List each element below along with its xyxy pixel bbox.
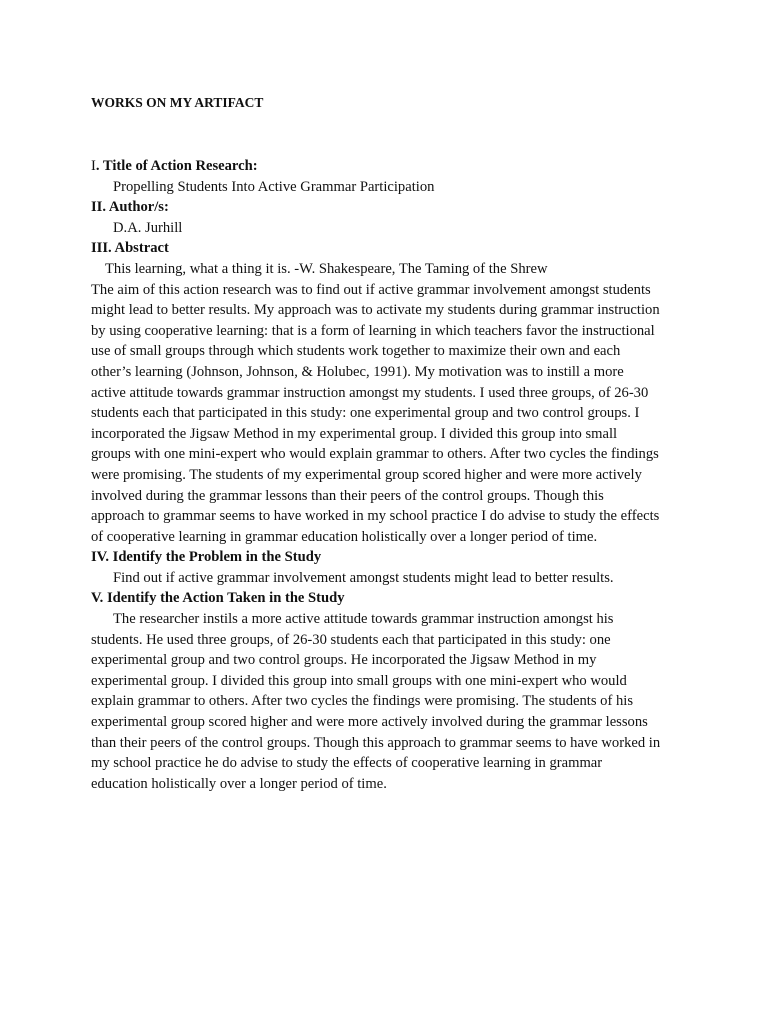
- section-3-heading: III. Abstract: [91, 240, 169, 257]
- section-1-heading-text: . Title of Action Research:: [95, 158, 258, 174]
- section-4-body: Find out if active grammar involvement amongst students might lead to better results.: [113, 569, 614, 586]
- action-paragraph: [91, 609, 681, 794]
- abstract-line: active attitude towards grammar instruction amongst my students. I used three groups, of 26-30: [91, 384, 649, 401]
- action-line: explain grammar to others. After two cycles the findings were promising. The students of his: [91, 693, 634, 710]
- section-2-heading: II. Author/s:: [91, 199, 169, 216]
- abstract-line: might lead to better results. My approach was to activate my students during grammar instruction: [91, 302, 660, 319]
- section-5-heading: V. Identify the Action Taken in the Study: [91, 590, 345, 607]
- abstract-line: involved during the grammar lessons than their peers of the control groups. Though this: [91, 487, 604, 504]
- document-title: WORKS ON MY ARTIFACT: [91, 95, 264, 110]
- abstract-line: other’s learning (Johnson, Johnson, & Holubec, 1991). My motivation was to instill a more: [91, 363, 624, 380]
- abstract-line: The aim of this action research was to find out if active grammar involvement amongst students: [91, 281, 651, 298]
- action-line: experimental group and two control groups. He incorporated the Jigsaw Method in my: [91, 652, 597, 669]
- action-line: The researcher instils a more active attitude towards grammar instruction amongst his: [113, 611, 614, 628]
- action-line: than their peers of the control groups. Though this approach to grammar seems to have worked in: [91, 734, 661, 751]
- action-line: students. He used three groups, of 26-30 students each that participated in this study: one: [91, 631, 611, 648]
- abstract-paragraph: [91, 280, 681, 548]
- section-1-numeral: I: [91, 158, 96, 174]
- abstract-line: incorporated the Jigsaw Method in my experimental group. I divided this group into small: [91, 425, 618, 442]
- abstract-line: approach to grammar seems to have worked in my school practice I do advise to study the effects: [91, 508, 660, 525]
- document-content: [91, 156, 691, 794]
- action-line: experimental group scored higher and were more actively involved during the grammar lessons: [91, 714, 648, 731]
- section-1-body: Propelling Students Into Active Grammar Participation: [113, 178, 435, 195]
- abstract-quote: This learning, what a thing it is. -W. Shakespeare, The Taming of the Shrew: [105, 260, 548, 277]
- abstract-line: use of small groups through which students work together to maximize their own and each: [91, 343, 621, 360]
- action-line: experimental group. I divided this group into small groups with one mini-expert who would: [91, 672, 627, 689]
- abstract-line: students each that participated in this study: one experimental group and two control groups. I: [91, 405, 640, 422]
- section-4-heading: IV. Identify the Problem in the Study: [91, 549, 322, 566]
- section-2-body: D.A. Jurhill: [113, 219, 183, 236]
- abstract-line: of cooperative learning in grammar education holistically over a longer period of time.: [91, 528, 598, 545]
- abstract-line: groups with one mini-expert who would explain grammar to others. After two cycles the findings: [91, 446, 659, 463]
- abstract-line: were promising. The students of my experimental group scored higher and were more actively: [91, 466, 642, 483]
- action-line: education holistically over a longer period of time.: [91, 775, 387, 792]
- section-1-heading: [91, 156, 691, 177]
- action-line: my school practice he do advise to study the effects of cooperative learning in grammar: [91, 755, 603, 772]
- abstract-line: by using cooperative learning: that is a form of learning in which teachers favor the instructional: [91, 322, 655, 339]
